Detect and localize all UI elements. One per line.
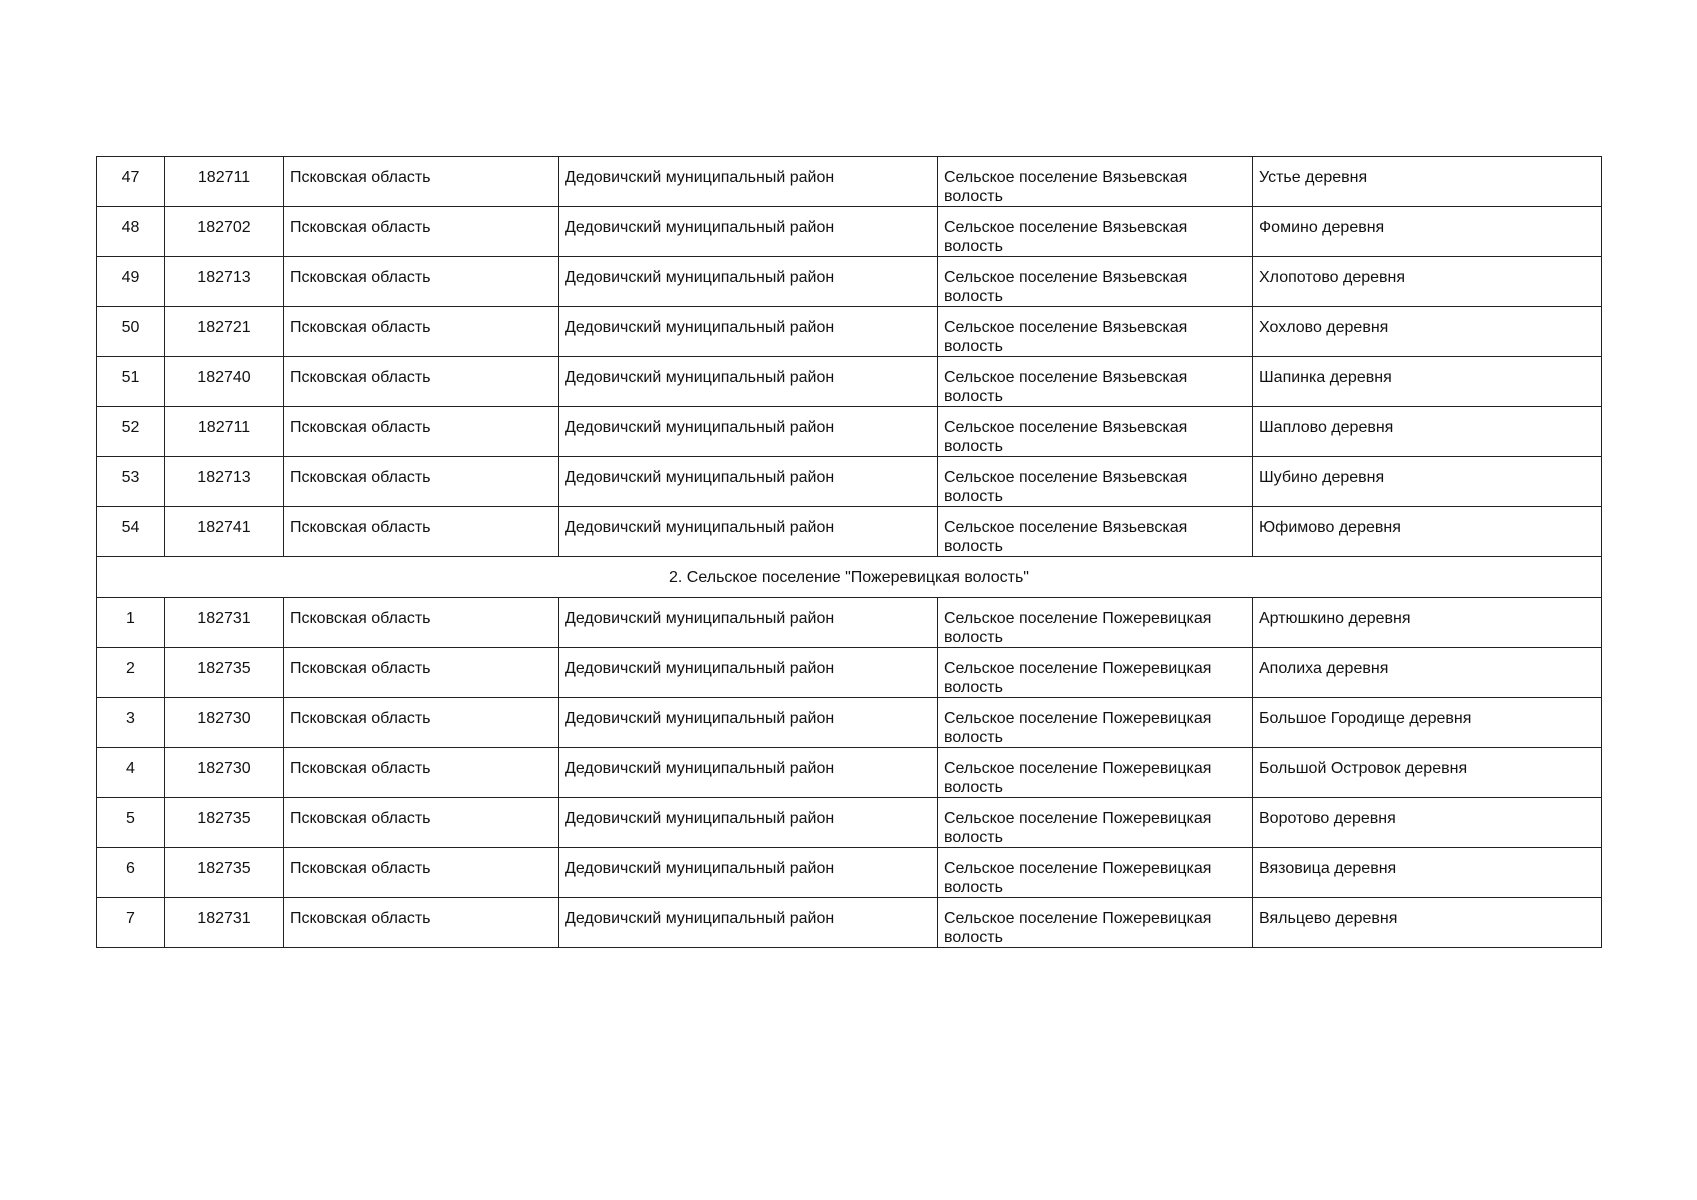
- settlement-cell: Сельское поселение Вязьевская волость: [938, 207, 1253, 257]
- settlement-cell: Сельское поселение Вязьевская волость: [938, 407, 1253, 457]
- postal-index-cell: 182730: [165, 748, 284, 798]
- settlement-cell: Сельское поселение Пожеревицкая волость: [938, 798, 1253, 848]
- settlement-cell: Сельское поселение Пожеревицкая волость: [938, 898, 1253, 948]
- table-row: [97, 648, 1602, 698]
- row-number-cell: 51: [97, 357, 165, 407]
- locality-cell: Большой Островок деревня: [1253, 748, 1602, 798]
- postal-index-cell: 182713: [165, 257, 284, 307]
- district-cell: Дедовичский муниципальный район: [559, 357, 938, 407]
- district-cell: Дедовичский муниципальный район: [559, 407, 938, 457]
- row-number-cell: 5: [97, 798, 165, 848]
- table-row: [97, 848, 1602, 898]
- locality-cell: Аполиха деревня: [1253, 648, 1602, 698]
- row-number-cell: 6: [97, 848, 165, 898]
- table-row: [97, 307, 1602, 357]
- region-cell: Псковская область: [284, 648, 559, 698]
- postal-index-cell: 182740: [165, 357, 284, 407]
- postal-index-cell: 182731: [165, 898, 284, 948]
- postal-index-cell: 182730: [165, 698, 284, 748]
- settlement-cell: Сельское поселение Пожеревицкая волость: [938, 698, 1253, 748]
- region-cell: Псковская область: [284, 898, 559, 948]
- row-number-cell: 47: [97, 157, 165, 207]
- region-cell: Псковская область: [284, 407, 559, 457]
- district-cell: Дедовичский муниципальный район: [559, 598, 938, 648]
- postal-index-cell: 182735: [165, 848, 284, 898]
- locality-cell: Шапинка деревня: [1253, 357, 1602, 407]
- region-cell: Псковская область: [284, 848, 559, 898]
- district-cell: Дедовичский муниципальный район: [559, 898, 938, 948]
- document-page: [96, 156, 1601, 948]
- district-cell: Дедовичский муниципальный район: [559, 157, 938, 207]
- settlement-cell: Сельское поселение Пожеревицкая волость: [938, 748, 1253, 798]
- region-cell: Псковская область: [284, 357, 559, 407]
- region-cell: Псковская область: [284, 207, 559, 257]
- table-row: [97, 207, 1602, 257]
- settlement-cell: Сельское поселение Пожеревицкая волость: [938, 848, 1253, 898]
- row-number-cell: 54: [97, 507, 165, 557]
- region-cell: Псковская область: [284, 507, 559, 557]
- settlement-cell: Сельское поселение Вязьевская волость: [938, 507, 1253, 557]
- postal-index-cell: 182731: [165, 598, 284, 648]
- postal-index-cell: 182711: [165, 157, 284, 207]
- postal-index-cell: 182735: [165, 798, 284, 848]
- table-body: [97, 157, 1602, 948]
- table-row: [97, 698, 1602, 748]
- settlement-cell: Сельское поселение Вязьевская волость: [938, 457, 1253, 507]
- locality-cell: Юфимово деревня: [1253, 507, 1602, 557]
- district-cell: Дедовичский муниципальный район: [559, 648, 938, 698]
- district-cell: Дедовичский муниципальный район: [559, 307, 938, 357]
- district-cell: Дедовичский муниципальный район: [559, 507, 938, 557]
- postal-index-cell: 182711: [165, 407, 284, 457]
- district-cell: Дедовичский муниципальный район: [559, 698, 938, 748]
- table-row: [97, 407, 1602, 457]
- locality-cell: Шубино деревня: [1253, 457, 1602, 507]
- table-row: [97, 507, 1602, 557]
- postal-index-cell: 182741: [165, 507, 284, 557]
- region-cell: Псковская область: [284, 257, 559, 307]
- region-cell: Псковская область: [284, 457, 559, 507]
- locality-cell: Вяльцево деревня: [1253, 898, 1602, 948]
- region-cell: Псковская область: [284, 798, 559, 848]
- table-row: [97, 157, 1602, 207]
- row-number-cell: 7: [97, 898, 165, 948]
- region-cell: Псковская область: [284, 748, 559, 798]
- table-row: [97, 898, 1602, 948]
- row-number-cell: 4: [97, 748, 165, 798]
- district-cell: Дедовичский муниципальный район: [559, 848, 938, 898]
- district-cell: Дедовичский муниципальный район: [559, 457, 938, 507]
- locality-cell: Фомино деревня: [1253, 207, 1602, 257]
- table-row: [97, 357, 1602, 407]
- locality-cell: Большое Городище деревня: [1253, 698, 1602, 748]
- row-number-cell: 53: [97, 457, 165, 507]
- locality-cell: Хохлово деревня: [1253, 307, 1602, 357]
- section-heading: 2. Сельское поселение "Пожеревицкая волость": [97, 557, 1602, 598]
- locality-cell: Артюшкино деревня: [1253, 598, 1602, 648]
- row-number-cell: 48: [97, 207, 165, 257]
- settlement-cell: Сельское поселение Вязьевская волость: [938, 307, 1253, 357]
- settlement-cell: Сельское поселение Вязьевская волость: [938, 357, 1253, 407]
- region-cell: Псковская область: [284, 307, 559, 357]
- settlement-cell: Сельское поселение Пожеревицкая волость: [938, 598, 1253, 648]
- settlement-cell: Сельское поселение Вязьевская волость: [938, 157, 1253, 207]
- table-row: [97, 598, 1602, 648]
- locality-cell: Хлопотово деревня: [1253, 257, 1602, 307]
- district-cell: Дедовичский муниципальный район: [559, 798, 938, 848]
- postal-index-cell: 182702: [165, 207, 284, 257]
- row-number-cell: 3: [97, 698, 165, 748]
- region-cell: Псковская область: [284, 598, 559, 648]
- locality-cell: Устье деревня: [1253, 157, 1602, 207]
- postal-index-cell: 182721: [165, 307, 284, 357]
- table-row: [97, 748, 1602, 798]
- row-number-cell: 1: [97, 598, 165, 648]
- settlement-cell: Сельское поселение Вязьевская волость: [938, 257, 1253, 307]
- region-cell: Псковская область: [284, 698, 559, 748]
- postal-index-cell: 182735: [165, 648, 284, 698]
- table-row: [97, 798, 1602, 848]
- table-row: [97, 257, 1602, 307]
- locality-cell: Вязовица деревня: [1253, 848, 1602, 898]
- locality-cell: Шаплово деревня: [1253, 407, 1602, 457]
- district-cell: Дедовичский муниципальный район: [559, 257, 938, 307]
- region-cell: Псковская область: [284, 157, 559, 207]
- row-number-cell: 49: [97, 257, 165, 307]
- table-row: [97, 457, 1602, 507]
- locality-cell: Воротово деревня: [1253, 798, 1602, 848]
- row-number-cell: 50: [97, 307, 165, 357]
- postal-index-cell: 182713: [165, 457, 284, 507]
- district-cell: Дедовичский муниципальный район: [559, 207, 938, 257]
- settlement-cell: Сельское поселение Пожеревицкая волость: [938, 648, 1253, 698]
- settlements-table: [96, 156, 1602, 948]
- district-cell: Дедовичский муниципальный район: [559, 748, 938, 798]
- row-number-cell: 52: [97, 407, 165, 457]
- section-heading-row: [97, 557, 1602, 598]
- row-number-cell: 2: [97, 648, 165, 698]
